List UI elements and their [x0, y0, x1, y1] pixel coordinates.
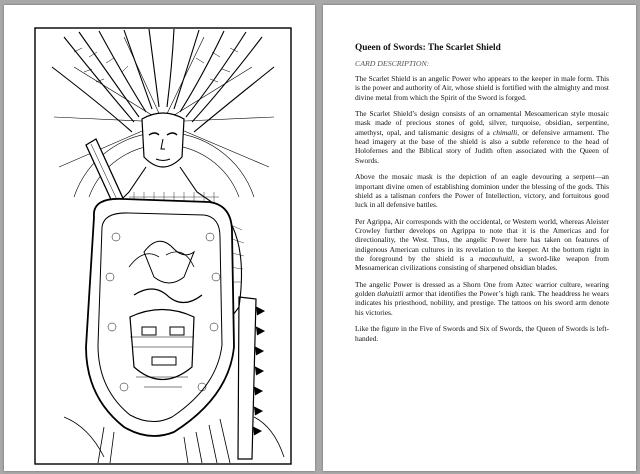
italic-term: macauhuitl — [478, 253, 513, 263]
text-run: The Scarlet Shield is an angelic Power who appears to the keeper in male form. This is the power and authority of Air, whose shield is fortified with the almighty and most divine metal from which the Spirit of the Sword is forged. — [355, 74, 609, 102]
card-title: Queen of Swords: The Scarlet Shield — [355, 43, 501, 53]
text-run: Per Agrippa, Air corresponds with the occidental, or Western world, whereas Aleister Crowley further develops on Agrippa to note that it is the Americas and for directionality, the West. Thus, the angelic Power here has taken on features of indigenous American cultures in its revelation to the keeper. At the bottom right in the foreground by the shield is a — [355, 216, 609, 263]
text-run: , or defensive armament. The head imagery at the base of the shield is also a subtle reference to the head of Holofernes and the Biblical story of Judith often associated with the Queen of Swords. — [355, 127, 609, 165]
left-page — [4, 5, 315, 471]
description-paragraph — [355, 280, 609, 317]
text-run: , a sword-like weapon from Mesoamerican civilizations consisting of sharpened obsidian blades. — [355, 253, 609, 273]
description-paragraph — [355, 109, 609, 165]
card-text — [355, 43, 609, 350]
description-body — [355, 74, 609, 343]
text-run: Above the mosaic mask is the depiction of an eagle devouring a serpent—an important divine omen of establishing dominion under the blessing of the gods. This shield as a talisman confers the Power of Intellection, victory, and fortuitous good luck in all defensive battles. — [355, 172, 609, 210]
description-paragraph — [355, 324, 609, 343]
section-label: CARD DESCRIPTION: — [355, 59, 430, 68]
text-run: armor that identifies the Power’s high rank. The headdress he wears indicates his priesthood, nobility, and prestige. The tattoos on his sword arm denote his victories. — [355, 289, 609, 317]
description-paragraph — [355, 172, 609, 209]
right-page — [323, 5, 636, 471]
text-run: The angelic Power is dressed as a Shorn One from Aztec warrior culture, wearing golden — [355, 279, 609, 299]
italic-term: tlahuiztli — [377, 289, 404, 299]
italic-term: chimalli — [492, 127, 518, 137]
description-paragraph — [355, 74, 609, 102]
text-run: Like the figure in the Five of Swords and Six of Swords, the Queen of Swords is left-handed. — [355, 324, 609, 343]
text-run: The Scarlet Shield’s design consists of an ornamental Mesoamerican style mosaic mask made of precious stones of gold, silver, turquoise, obsidian, serpentine, amethyst, opal, and talismanic designs of a — [355, 109, 609, 137]
description-paragraph — [355, 217, 609, 273]
queen-of-swords-illustration — [34, 27, 292, 465]
